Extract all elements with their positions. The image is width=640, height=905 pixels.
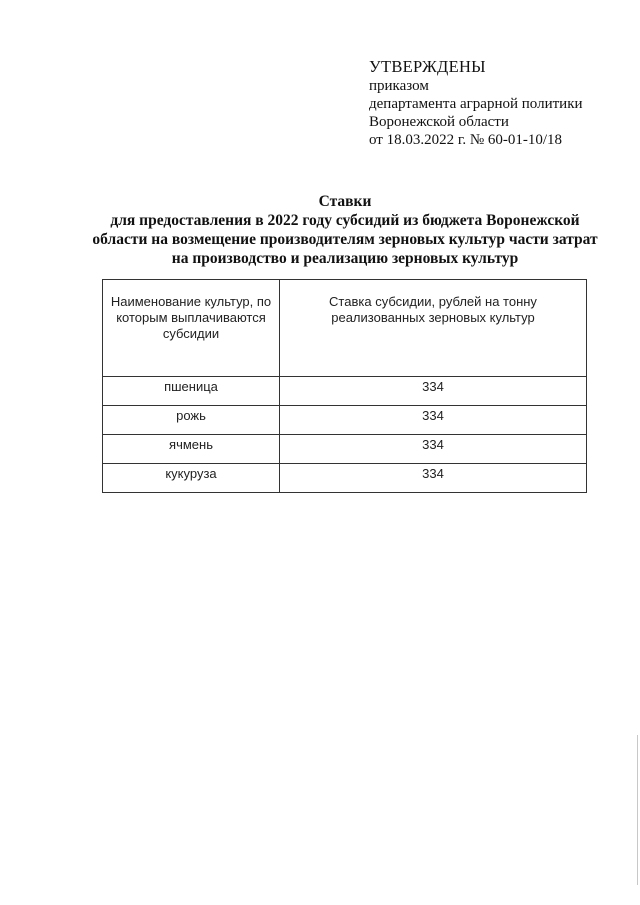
rate-cell: 334 (280, 377, 587, 406)
header-subsidy-rate: Ставка субсидии, рублей на тонну реализованных зерновых культур (280, 280, 587, 377)
table-row (103, 406, 587, 435)
title-line-3: на производство и реализацию зерновых культур (171, 250, 519, 267)
approval-heading: УТВЕРЖДЕНЫ (369, 57, 486, 76)
approval-line-region: Воронежской области (369, 114, 509, 130)
crop-cell: пшеница (103, 377, 280, 406)
rate-cell: 334 (280, 464, 587, 493)
approval-line-order: приказом (369, 78, 429, 94)
rate-cell: 334 (280, 435, 587, 464)
crop-cell: ячмень (103, 435, 280, 464)
title-main: Ставки (318, 193, 372, 210)
document-title (70, 192, 620, 268)
approval-line-date-number: от 18.03.2022 г. № 60-01-10/18 (369, 132, 563, 148)
approval-stamp (369, 58, 619, 149)
approval-line-department: департамента аграрной политики (369, 96, 583, 112)
header-crop-name: Наименование культур, по которым выплачиваются субсидии (103, 280, 280, 377)
rates-table (102, 279, 587, 493)
table-row (103, 464, 587, 493)
table-row (103, 377, 587, 406)
table-row (103, 435, 587, 464)
scan-edge-mark (637, 735, 638, 885)
title-line-2: области на возмещение производителям зерновых культур части затрат (92, 231, 598, 248)
crop-cell: рожь (103, 406, 280, 435)
table-header-row (103, 280, 587, 377)
title-line-1: для предоставления в 2022 году субсидий из бюджета Воронежской (110, 212, 580, 229)
rate-cell: 334 (280, 406, 587, 435)
crop-cell: кукуруза (103, 464, 280, 493)
